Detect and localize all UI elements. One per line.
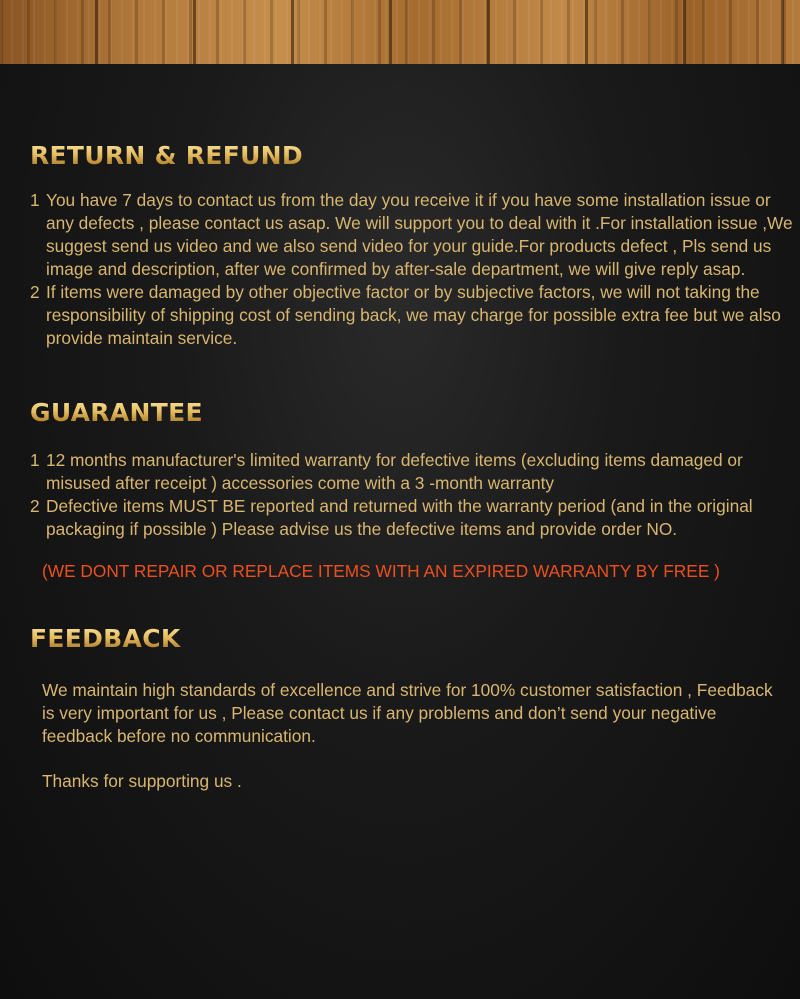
policy-panel xyxy=(0,64,800,999)
item-text: Defective items MUST BE reported and returned with the warranty period (and in the original packaging if possible ) Please advise us the defective items and provide order NO. xyxy=(46,496,753,539)
feedback-thanks: Thanks for supporting us . xyxy=(42,771,242,791)
guarantee-heading: GUARANTEE xyxy=(30,398,203,427)
feedback-body: We maintain high standards of excellence and strive for 100% customer satisfaction , Feedback is very important for us , Please contact us if any problems and don’t send your negative feedback before no communication. xyxy=(42,680,773,746)
expired-warranty-warning: (WE DONT REPAIR OR REPLACE ITEMS WITH AN EXPIRED WARRANTY BY FREE ) xyxy=(42,561,720,581)
list-item xyxy=(30,449,795,495)
item-text: You have 7 days to contact us from the day you receive it if you have some installation issue or any defects , please contact us asap. We will support you to deal with it .For installation issue ,We suggest send us video and we also send video for your guide.For products defect , Pls send us image and description, after we confirmed by after-sale department, we will give reply asap. xyxy=(46,190,793,279)
list-item xyxy=(30,281,795,350)
item-number: 1 xyxy=(30,190,40,210)
item-text: 12 months manufacturer's limited warranty for defective items (excluding items damaged or misused after receipt ) accessories come with a 3 -month warranty xyxy=(46,450,743,493)
feedback-heading: FEEDBACK xyxy=(30,624,181,653)
list-item xyxy=(30,495,795,541)
wood-texture-banner xyxy=(0,0,800,64)
list-item xyxy=(30,189,795,281)
item-number: 2 xyxy=(30,496,40,516)
item-text: If items were damaged by other objective factor or by subjective factors, we will not taking the responsibility of shipping cost of sending back, we may charge for possible extra fee but we also provide maintain service. xyxy=(46,282,781,348)
item-number: 1 xyxy=(30,450,40,470)
item-number: 2 xyxy=(30,282,40,302)
guarantee-list xyxy=(30,449,795,541)
return-refund-list xyxy=(30,189,795,350)
return-refund-heading: RETURN & REFUND xyxy=(30,141,303,170)
